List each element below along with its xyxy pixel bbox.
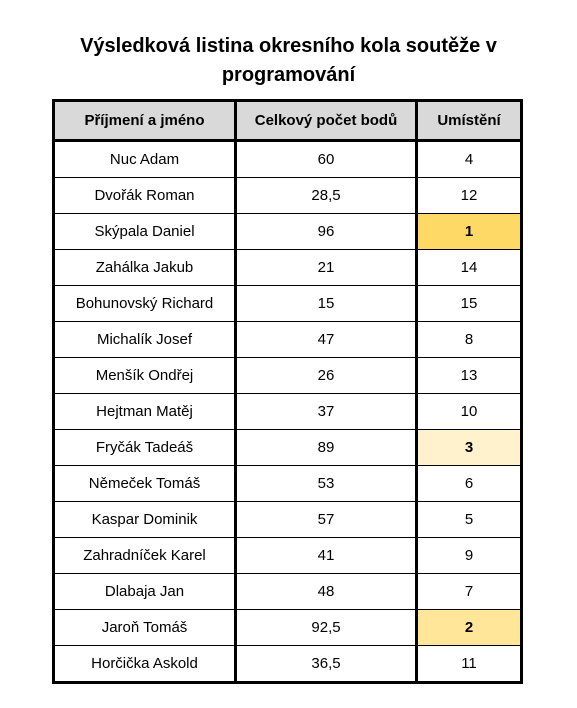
cell-points: 15	[236, 286, 417, 322]
page-title-line-1: Výsledková listina okresního kola soutěže v	[80, 35, 497, 57]
cell-place: 4	[417, 141, 522, 178]
table-row	[54, 141, 522, 178]
cell-place-first: 1	[417, 214, 522, 250]
cell-points: 53	[236, 466, 417, 502]
header-place: Umístění	[417, 101, 522, 141]
cell-points: 47	[236, 322, 417, 358]
cell-name: Bohunovský Richard	[54, 286, 236, 322]
page-title	[0, 32, 577, 90]
table-row	[54, 286, 522, 322]
table-row	[54, 430, 522, 466]
cell-place: 14	[417, 250, 522, 286]
cell-points: 28,5	[236, 178, 417, 214]
cell-place: 12	[417, 178, 522, 214]
cell-place-second: 2	[417, 610, 522, 646]
table-row	[54, 358, 522, 394]
results-table	[52, 99, 523, 684]
cell-place: 13	[417, 358, 522, 394]
page-title-line-2: programování	[221, 64, 356, 86]
cell-name: Kaspar Dominik	[54, 502, 236, 538]
table-row	[54, 574, 522, 610]
cell-place: 15	[417, 286, 522, 322]
cell-place: 9	[417, 538, 522, 574]
table-row	[54, 466, 522, 502]
cell-points: 60	[236, 141, 417, 178]
cell-points: 41	[236, 538, 417, 574]
cell-points: 92,5	[236, 610, 417, 646]
cell-name: Jaroň Tomáš	[54, 610, 236, 646]
cell-place: 10	[417, 394, 522, 430]
cell-place: 6	[417, 466, 522, 502]
results-table-body	[54, 141, 522, 683]
table-row	[54, 322, 522, 358]
cell-name: Dvořák Roman	[54, 178, 236, 214]
cell-points: 36,5	[236, 646, 417, 683]
cell-name: Němeček Tomáš	[54, 466, 236, 502]
cell-name: Horčička Askold	[54, 646, 236, 683]
cell-name: Skýpala Daniel	[54, 214, 236, 250]
table-row	[54, 538, 522, 574]
header-name: Příjmení a jméno	[54, 101, 236, 141]
cell-points: 89	[236, 430, 417, 466]
header-points: Celkový počet bodů	[236, 101, 417, 141]
cell-place: 7	[417, 574, 522, 610]
cell-points: 37	[236, 394, 417, 430]
cell-points: 26	[236, 358, 417, 394]
cell-name: Menšík Ondřej	[54, 358, 236, 394]
header-row	[54, 101, 522, 141]
table-row	[54, 394, 522, 430]
cell-name: Zahálka Jakub	[54, 250, 236, 286]
table-row	[54, 214, 522, 250]
table-row	[54, 178, 522, 214]
cell-name: Hejtman Matěj	[54, 394, 236, 430]
cell-place: 5	[417, 502, 522, 538]
table-row	[54, 250, 522, 286]
cell-place: 11	[417, 646, 522, 683]
table-row	[54, 646, 522, 683]
cell-points: 57	[236, 502, 417, 538]
table-row	[54, 502, 522, 538]
cell-name: Nuc Adam	[54, 141, 236, 178]
cell-name: Michalík Josef	[54, 322, 236, 358]
cell-name: Zahradníček Karel	[54, 538, 236, 574]
cell-points: 48	[236, 574, 417, 610]
cell-name: Dlabaja Jan	[54, 574, 236, 610]
cell-place: 8	[417, 322, 522, 358]
cell-name: Fryčák Tadeáš	[54, 430, 236, 466]
cell-points: 96	[236, 214, 417, 250]
cell-points: 21	[236, 250, 417, 286]
cell-place-third: 3	[417, 430, 522, 466]
table-row	[54, 610, 522, 646]
results-table-header	[54, 101, 522, 141]
